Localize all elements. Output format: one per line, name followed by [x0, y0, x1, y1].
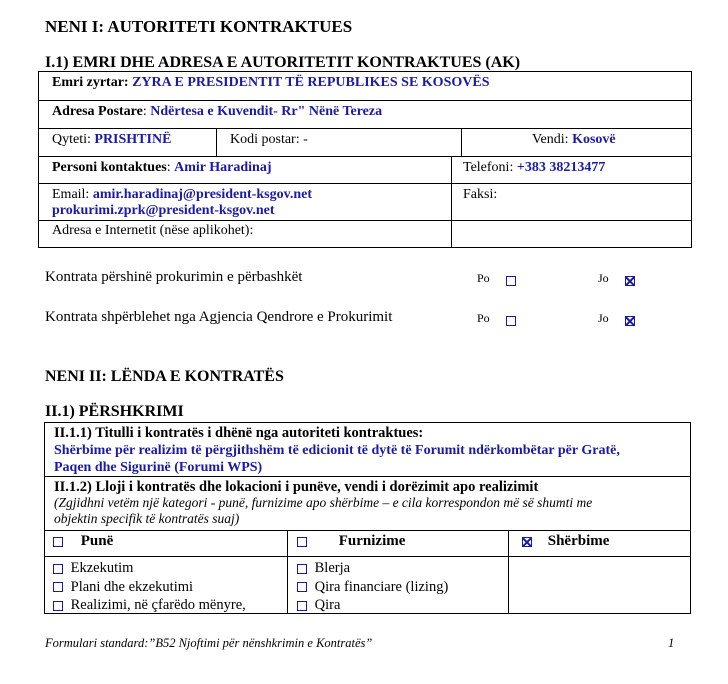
address-row: Adresa Postare: Ndërtesa e Kuvendit- Rr" Nënë Tereza: [52, 104, 383, 119]
q2-jo-label: Jo: [598, 311, 609, 325]
works-option-execution[interactable]: Ekzekutim: [53, 559, 246, 578]
supply-options: [297, 559, 448, 615]
contract-type-block: [48, 477, 598, 529]
country-value: Kosovë: [572, 132, 616, 147]
q2-jo-checkbox[interactable]: [625, 316, 635, 326]
supplies-label: Furnizime: [338, 533, 406, 549]
city-value: PRISHTINË: [94, 132, 172, 147]
official-name-row: Emri zyrtar: ZYRA E PRESIDENTIT TË REPUBLIKES SE KOSOVËS: [52, 75, 490, 90]
contact-value: Amir Haradinaj: [174, 160, 272, 175]
postal-cell: Kodi postar: -: [230, 132, 308, 147]
q1-jo-label: Jo: [598, 271, 609, 285]
email-value-2: prokurimi.zprk@president-ksgov.net: [52, 203, 275, 218]
contract-title-block: [48, 423, 626, 478]
q2-po-label: Po: [477, 311, 490, 325]
q1-po-checkbox[interactable]: [506, 276, 516, 286]
supplies-checkbox[interactable]: [297, 537, 307, 547]
supply-option-rent[interactable]: Qira: [297, 596, 448, 615]
phone-value: +383 38213477: [516, 160, 606, 175]
page-number: 1: [668, 636, 675, 650]
works-option-realization[interactable]: Realizimi, në çfarëdo mënyre,: [53, 596, 246, 615]
supply-option-purchase[interactable]: Blerja: [297, 559, 448, 578]
q1-jo-checkbox[interactable]: [625, 276, 635, 286]
contact-cell: Personi kontaktues: Amir Haradinaj: [52, 160, 272, 175]
email-cell: Email: amir.haradinaj@president-ksgov.net prokurimi.zprk@president-ksgov.net: [52, 187, 312, 218]
q1-po-label: Po: [477, 271, 490, 285]
works-checkbox[interactable]: [53, 537, 63, 547]
fax-cell: Faksi:: [463, 187, 498, 202]
email-value-1: amir.haradinaj@president-ksgov.net: [92, 187, 312, 202]
category-works[interactable]: [53, 533, 113, 550]
services-checkbox[interactable]: [522, 537, 532, 547]
internet-cell: Adresa e Internetit (nëse aplikohet):: [52, 223, 254, 238]
footer-form-label: Formulari standard:”B52 Njoftimi për nënshkrimin e Kontratës”: [45, 636, 373, 650]
contract-type-note-2: objektin specifik të kontratës suaj): [54, 511, 240, 526]
section1-heading: NENI I: AUTORITETI KONTRAKTUES: [45, 17, 353, 36]
works-label: Punë: [80, 533, 114, 549]
phone-cell: Telefoni: +383 38213477: [463, 160, 606, 175]
section1-subheading: I.1) EMRI DHE ADRESA E AUTORITETIT KONTRAKTUES (AK): [45, 54, 521, 71]
q2-po-checkbox[interactable]: [506, 316, 516, 326]
works-option-plan-execution[interactable]: Plani dhe ekzekutimi: [53, 578, 246, 597]
contract-title-label: II.1.1) Titulli i kontratës i dhënë nga autoriteti kontraktues:: [54, 425, 424, 441]
category-services[interactable]: [522, 533, 609, 550]
question-joint-procurement: Kontrata përshinë prokurimin e përbashkët: [45, 269, 303, 285]
supply-option-leasing[interactable]: Qira financiare (lizing): [297, 578, 448, 597]
contract-title-value-1: Shërbime për realizim të përgjithshëm të edicionit të dytë të Forumit ndërkombëtar për Gratë,: [54, 443, 620, 458]
country-cell: Vendi: Kosovë: [532, 132, 616, 147]
services-label: Shërbime: [547, 533, 610, 549]
question-central-agency: Kontrata shpërblehet nga Agjencia Qendrore e Prokurimit: [45, 309, 393, 325]
contract-title-value-2: Paqen dhe Sigurinë (Forumi WPS): [54, 460, 263, 475]
works-options: [53, 559, 246, 615]
section2-subheading: II.1) PËRSHKRIMI: [45, 403, 184, 420]
address-value: Ndërtesa e Kuvendit- Rr" Nënë Tereza: [150, 104, 383, 119]
city-cell: Qyteti: PRISHTINË: [52, 132, 172, 147]
official-name-value: ZYRA E PRESIDENTIT TË REPUBLIKES SE KOSOVËS: [132, 75, 490, 90]
contract-type-label: II.1.2) Lloji i kontratës dhe lokacioni i punëve, vendi i dorëzimit apo realizimit: [54, 479, 539, 495]
category-supplies[interactable]: [297, 533, 405, 550]
contract-type-note-1: (Zgjidhni vetëm një kategori - punë, furnizime apo shërbime – e cila korrespondon më së shumti me: [54, 495, 593, 510]
section2-heading: NENI II: LËNDA E KONTRATËS: [45, 368, 284, 385]
